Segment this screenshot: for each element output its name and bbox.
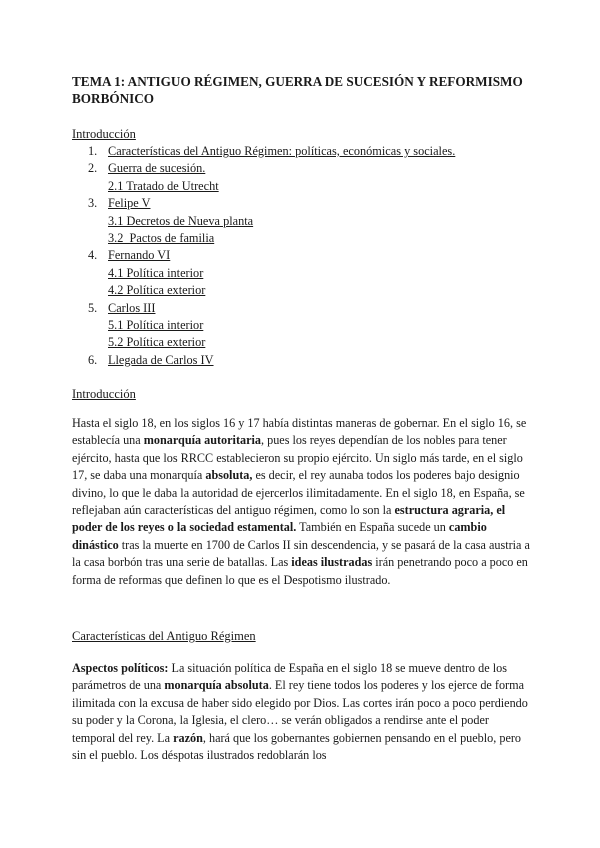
toc-subitem[interactable]: 2.1 Tratado de Utrecht <box>108 178 219 193</box>
toc-item[interactable]: 1. Características del Antiguo Régimen: políticas, económicas y sociales. <box>88 144 456 158</box>
toc-item-label[interactable]: Carlos III <box>108 300 156 315</box>
toc-item[interactable]: 6. Llegada de Carlos IV <box>88 352 214 367</box>
political-aspects-paragraph: Aspectos políticos: La situación política de España en el siglo 18 se mueve dentro de los parámetros de una monarquía absoluta. El rey tiene todos los poderes y los ejerce de forma ilimitada con la excusa de haber sido elegido por Dios. Las cortes irán poco a poco perdiendo su poder y la Corona, la Iglesia, el clero… se verán obligados a rendirse ante el poder temporal del rey. La razón, hará que los gobernantes gobiernen pensando en el pueblo, pero sin el pueblo. Los déspotas ilustrados redoblarán los <box>72 661 528 763</box>
intro-paragraph: Hasta el siglo 18, en los siglos 16 y 17 había distintas maneras de gobernar. En el siglo 16, se establecía una monarquía autoritaria, pues los reyes dependían de los nobles para tener ejército, hasta que los RRCC establecieron su propio ejército. Un siglo más tarde, en el siglo 17, se daba una monarquía absoluta, es decir, el rey aunaba todos los poderes bajo designio divino, lo que le daba la autoridad de ejercerlos ilimitadamente. En el siglo 18, en España, se reflejaban aún características del antiguo régimen, como lo son la estructura agraria, el poder de los reyes o la sociedad estamental. También en España sucede un cambio dinástico tras la muerte en 1700 de Carlos II sin descendencia, y se pasará de la casa austria a la casa borbón tras una serie de batallas. Las ideas ilustradas irán penetrando poco a poco en forma de reformas que definen lo que es el Despotismo ilustrado. <box>72 416 530 587</box>
toc-item-label[interactable]: Felipe V <box>108 196 151 211</box>
section-heading-introduccion: Introducción <box>72 387 136 401</box>
toc-item-label[interactable]: Fernando VI <box>108 248 171 263</box>
toc-subitem[interactable]: 5.2 Política exterior <box>108 335 206 350</box>
section-heading-caracteristicas: Características del Antiguo Régimen <box>72 629 256 643</box>
toc-item-label[interactable]: Llegada de Carlos IV <box>108 352 214 367</box>
toc-subitem[interactable]: 4.2 Política exterior <box>108 283 206 298</box>
toc-subitem[interactable]: 3.1 Decretos de Nueva planta <box>108 213 254 228</box>
toc-item[interactable]: 3. Felipe V <box>88 196 151 211</box>
toc-subitem[interactable]: 3.2 Pactos de familia <box>108 231 215 246</box>
toc-item-label[interactable]: Características del Antiguo Régimen: políticas, económicas y sociales. <box>108 144 456 158</box>
toc-item[interactable]: 4. Fernando VI <box>88 248 171 263</box>
document-title: TEMA 1: ANTIGUO RÉGIMEN, GUERRA DE SUCESIÓN Y REFORMISMO BORBÓNICO <box>72 74 523 106</box>
toc-subitem[interactable]: 5.1 Política interior <box>108 318 204 333</box>
toc-subitem[interactable]: 4.1 Política interior <box>108 265 204 280</box>
table-of-contents <box>72 143 532 369</box>
toc-item[interactable]: 5. Carlos III <box>88 300 156 315</box>
toc-intro-link[interactable]: Introducción <box>72 127 136 141</box>
toc-item-label[interactable]: Guerra de sucesión. <box>108 161 206 176</box>
toc-item[interactable]: 2. Guerra de sucesión. <box>88 161 206 176</box>
